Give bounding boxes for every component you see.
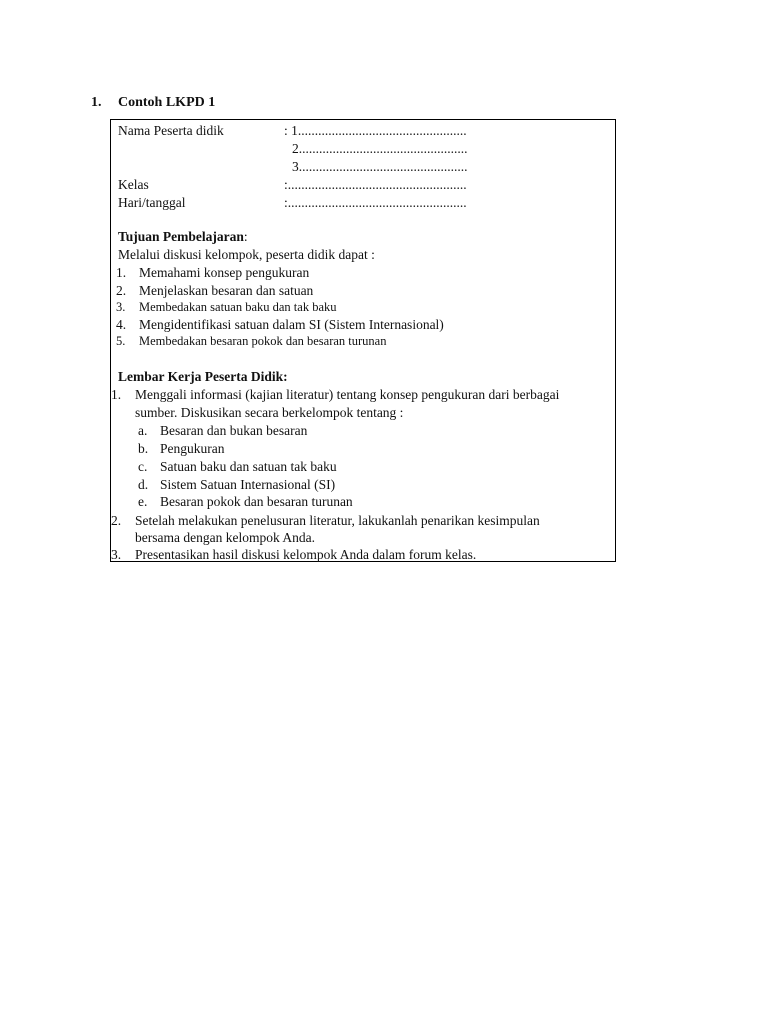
class-label: Kelas	[118, 177, 149, 192]
subtask-item	[138, 422, 307, 440]
subtask-item	[138, 493, 353, 511]
subtask-item	[138, 476, 335, 494]
task-number: 2.	[111, 513, 122, 528]
objective-number: 1.	[116, 265, 127, 280]
task-text: Menggali informasi (kajian literatur) tentang konsep pengukuran dari berbagai	[135, 387, 560, 402]
objectives-intro: Melalui diskusi kelompok, peserta didik dapat :	[118, 247, 375, 262]
task-text: Setelah melakukan penelusuran literatur, lakukanlah penarikan kesimpulan	[135, 513, 540, 528]
objective-item	[116, 316, 444, 334]
subtask-letter: e.	[138, 494, 148, 509]
class-value: :.....................................................	[284, 177, 467, 192]
subtask-text: Pengukuran	[160, 441, 225, 456]
subtask-item	[138, 440, 225, 458]
worksheet-title: Lembar Kerja Peserta Didik:	[118, 369, 288, 384]
heading-number: 1.	[91, 95, 102, 110]
task-number: 3.	[111, 547, 122, 562]
objective-item	[116, 282, 313, 300]
task-text-continued: bersama dengan kelompok Anda.	[135, 530, 315, 545]
objectives-title-row	[118, 228, 248, 246]
lkpd-box	[110, 119, 616, 562]
subtask-text: Besaran dan bukan besaran	[160, 423, 308, 438]
objective-item	[116, 333, 386, 351]
name-line-2: 2..................................................	[292, 141, 468, 156]
name-line-1: : 1..................................................	[284, 123, 467, 138]
subtask-letter: d.	[138, 477, 149, 492]
date-label: Hari/tanggal	[118, 195, 186, 210]
objective-text: Memahami konsep pengukuran	[139, 265, 310, 280]
objective-item	[116, 264, 309, 282]
objective-text: Mengidentifikasi satuan dalam SI (Sistem Internasional)	[139, 317, 444, 332]
subtask-letter: a.	[138, 423, 148, 438]
date-value: :.....................................................	[284, 195, 467, 210]
subtask-letter: b.	[138, 441, 149, 456]
objective-number: 3.	[116, 300, 126, 314]
objective-text: Membedakan satuan baku dan tak baku	[139, 300, 337, 314]
subtask-item	[138, 458, 337, 476]
task-item	[111, 386, 559, 404]
objective-text: Membedakan besaran pokok dan besaran turunan	[139, 334, 387, 348]
objectives-title: Tujuan Pembelajaran	[118, 229, 244, 244]
task-number: 1.	[111, 387, 122, 402]
subtask-letter: c.	[138, 459, 148, 474]
name-line-3: 3..................................................	[292, 159, 468, 174]
task-item	[111, 512, 540, 530]
subtask-text: Sistem Satuan Internasional (SI)	[160, 477, 336, 492]
document-heading	[91, 94, 215, 112]
heading-title: Contoh LKPD 1	[118, 95, 216, 110]
task-text-continued: sumber. Diskusikan secara berkelompok tentang :	[135, 405, 404, 420]
task-text: Presentasikan hasil diskusi kelompok Anda dalam forum kelas.	[135, 547, 477, 562]
name-label: Nama Peserta didik	[118, 123, 224, 138]
objective-item	[116, 299, 337, 317]
task-item	[111, 546, 476, 564]
objective-number: 4.	[116, 317, 127, 332]
objective-text: Menjelaskan besaran dan satuan	[139, 283, 314, 298]
subtask-text: Besaran pokok dan besaran turunan	[160, 494, 353, 509]
subtask-text: Satuan baku dan satuan tak baku	[160, 459, 337, 474]
objective-number: 2.	[116, 283, 127, 298]
objectives-title-suffix: :	[243, 229, 248, 244]
objective-number: 5.	[116, 334, 126, 348]
